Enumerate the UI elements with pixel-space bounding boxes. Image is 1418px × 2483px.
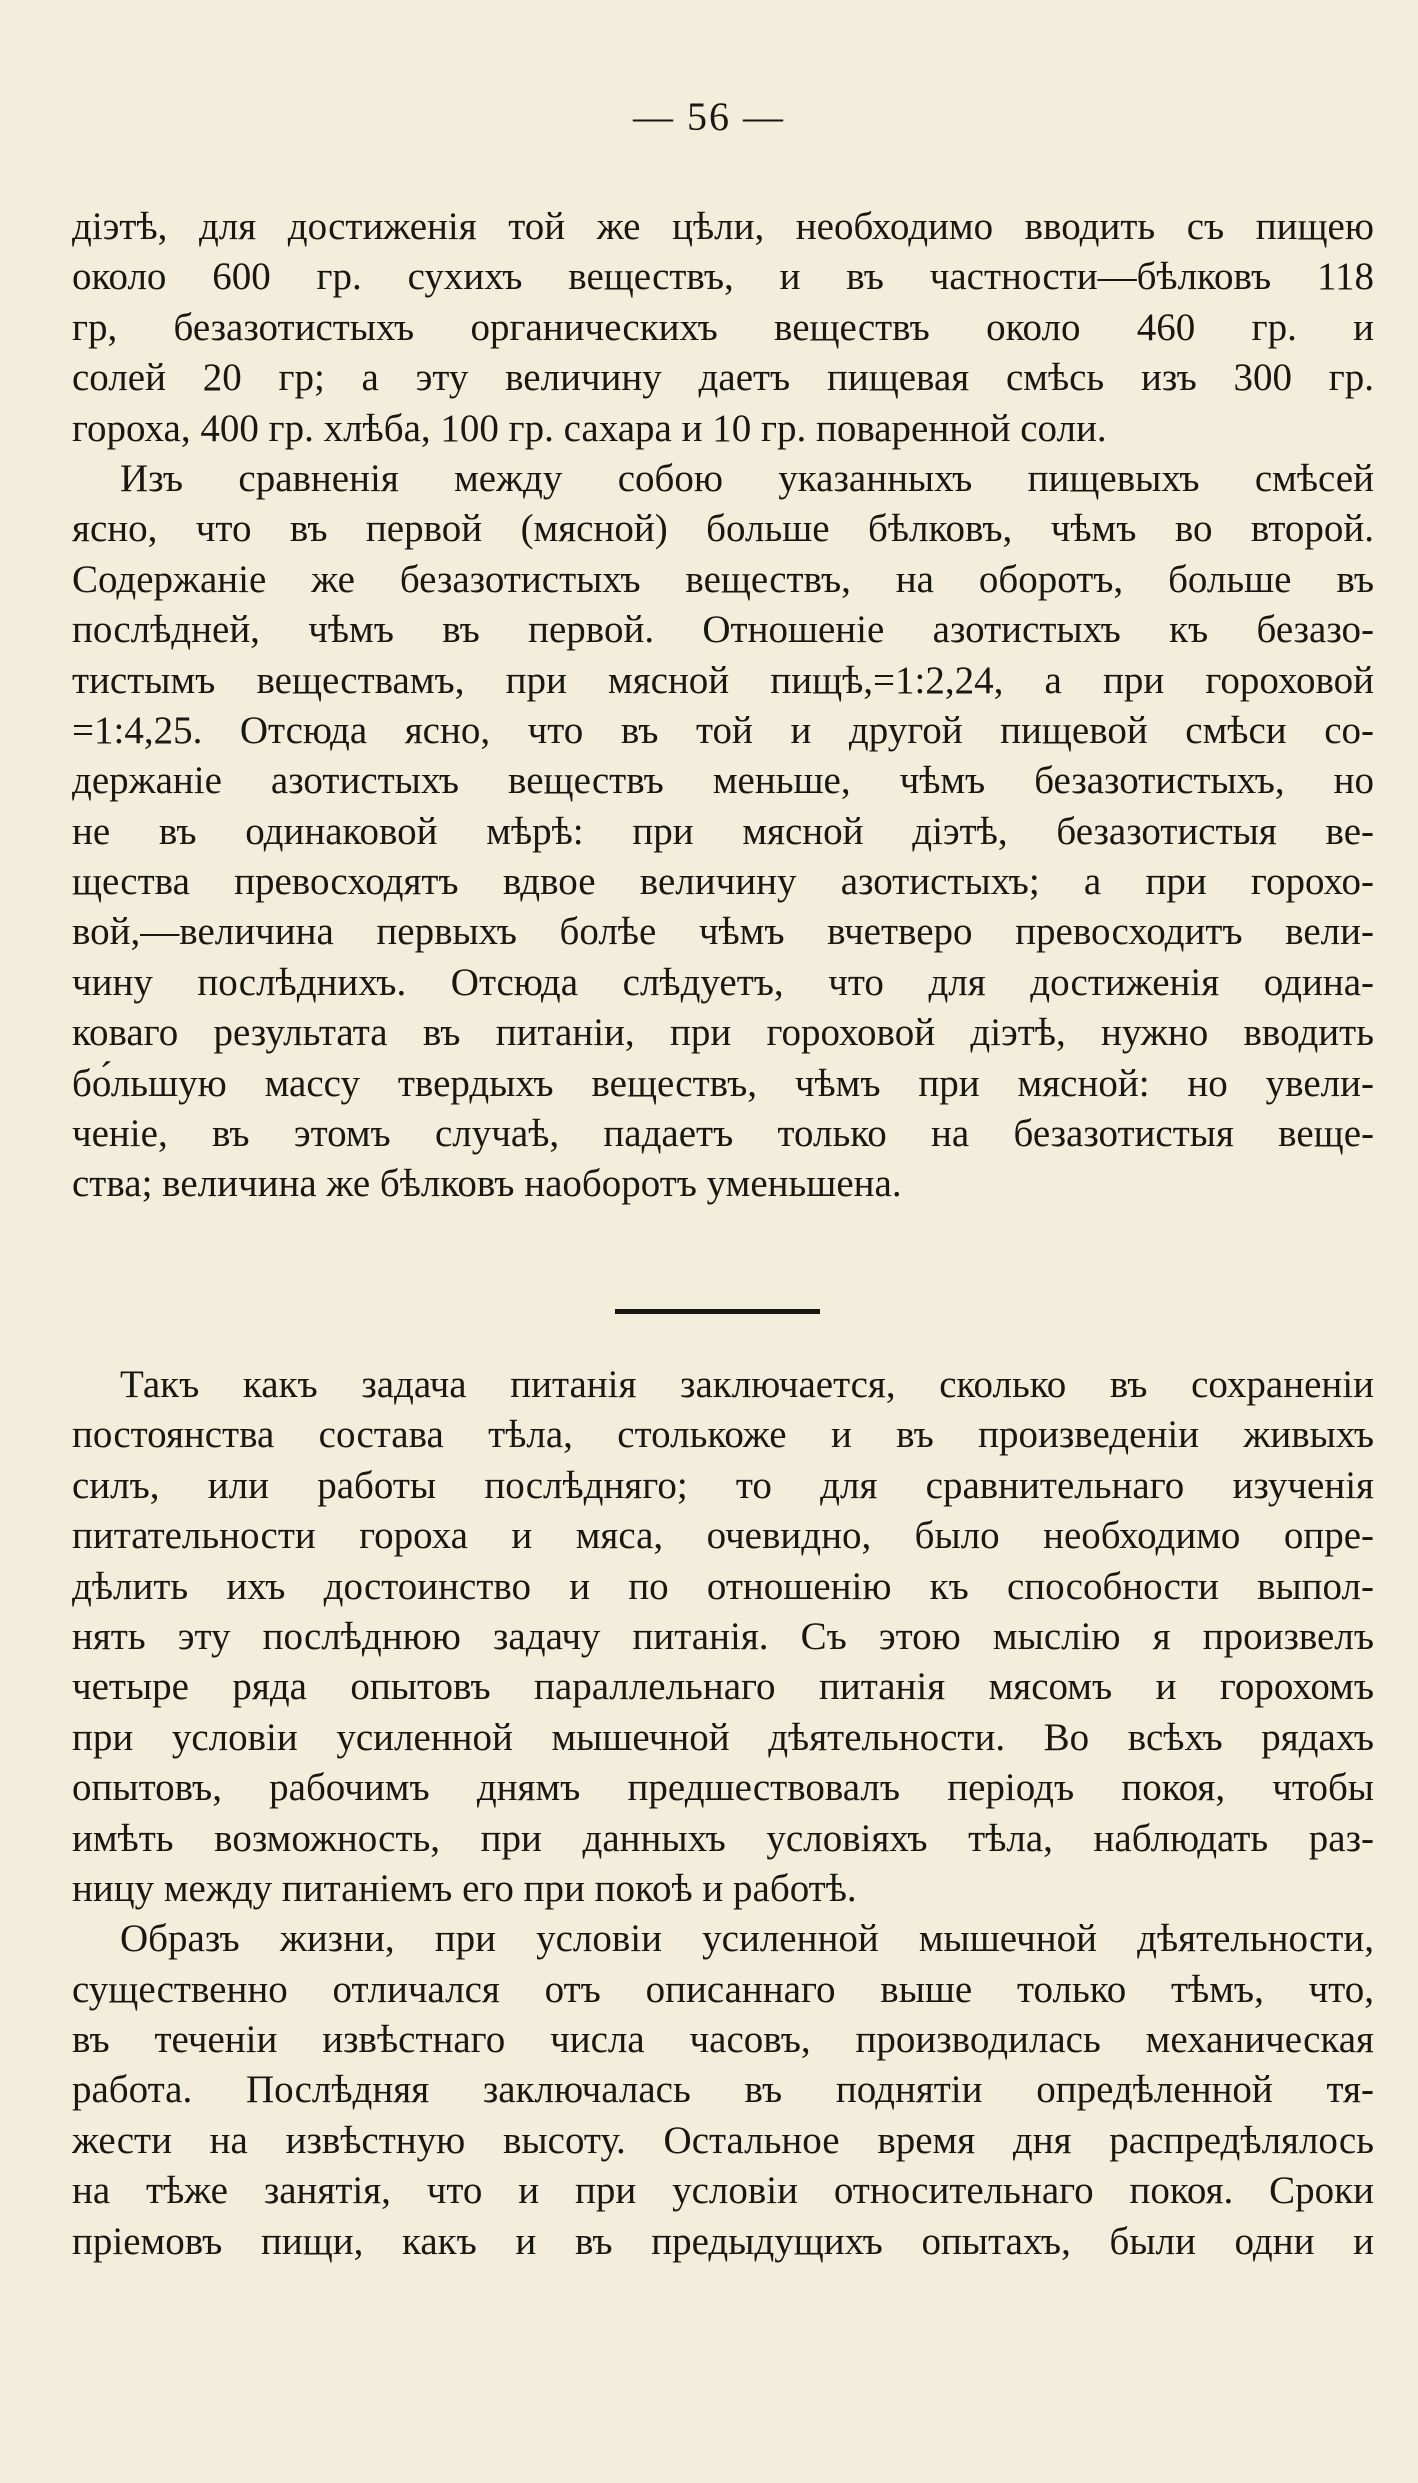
text-line: ясно, что въ первой (мясной) больше бѣлковъ, чѣмъ во второй. [72, 507, 1374, 551]
text-line: тистымъ веществамъ, при мясной пищѣ,=1:2,24, а при гороховой [72, 658, 1374, 702]
text-line: =1:4,25. Отсюда ясно, что въ той и другой пищевой смѣси со- [72, 708, 1374, 752]
text-line: гр, безазотистыхъ органическихъ веществъ около 460 гр. и [72, 305, 1374, 349]
text-line: жести на извѣстную высоту. Остальное время дня распредѣлялось [72, 2118, 1374, 2162]
text-line: питательности гороха и мяса, очевидно, было необходимо опре- [72, 1514, 1374, 1558]
text-line: щества превосходятъ вдвое величину азотистыхъ; а при горохо- [72, 860, 1374, 904]
paragraph-continued [72, 202, 1374, 454]
text-line: ства; величина же бѣлковъ наоборотъ уменьшена. [72, 1162, 902, 1206]
text-line: ченіе, въ этомъ случаѣ, падаетъ только на безазотистыя веще- [72, 1112, 1374, 1156]
text-line: діэтѣ, для достиженія той же цѣли, необходимо вводить съ пищею [72, 205, 1374, 248]
text-line: постоянства состава тѣла, столькоже и въ произведеніи живыхъ [72, 1413, 1374, 1457]
text-line: въ теченіи извѣстнаго числа часовъ, производилась механическая [72, 2018, 1374, 2062]
text-line: нять эту послѣднюю задачу питанія. Съ этою мыслію я произвелъ [72, 1614, 1374, 1658]
text-line: при условіи усиленной мышечной дѣятельности. Во всѣхъ рядахъ [72, 1715, 1374, 1759]
text-line: работа. Послѣдняя заключалась въ поднятіи опредѣленной тя- [72, 2068, 1374, 2112]
text-line: имѣть возможность, при данныхъ условіяхъ тѣла, наблюдать раз- [72, 1816, 1374, 1860]
paragraph-work-experiments [72, 1360, 1374, 1914]
text-line: опытовъ, рабочимъ днямъ предшествовалъ періодъ покоя, чтобы [72, 1766, 1374, 1810]
text-line: коваго результата въ питаніи, при гороховой діэтѣ, нужно вводить [72, 1011, 1374, 1055]
text-line: Изъ сравненія между собою указанныхъ пищевыхъ смѣсей [120, 456, 1374, 500]
text-line: около 600 гр. сухихъ веществъ, и въ частности—бѣлковъ 118 [72, 255, 1374, 299]
text-line: послѣдней, чѣмъ въ первой. Отношеніе азотистыхъ къ безазо- [72, 608, 1374, 652]
text-line: пріемовъ пищи, какъ и въ предыдущихъ опытахъ, были одни и [72, 2219, 1374, 2263]
text-line: гороха, 400 гр. хлѣба, 100 гр. сахара и 10 гр. поваренной соли. [72, 406, 1107, 450]
text-line: держаніе азотистыхъ веществъ меньше, чѣмъ безазотистыхъ, но [72, 759, 1374, 803]
text-line: бо́льшую массу твердыхъ веществъ, чѣмъ при мясной: но увели- [72, 1061, 1374, 1105]
page-number: — 56 — [633, 94, 785, 139]
text-line: дѣлить ихъ достоинство и по отношенію къ способности выпол- [72, 1564, 1374, 1608]
text-line: существенно отличался отъ описаннаго выше только тѣмъ, что, [72, 1967, 1374, 2011]
text-line: Такъ какъ задача питанія заключается, сколько въ сохраненіи [120, 1363, 1374, 1406]
text-line: на тѣже занятія, что и при условіи относительнаго покоя. Сроки [72, 2169, 1374, 2213]
text-line: силъ, или работы послѣдняго; то для сравнительнаго изученія [72, 1463, 1374, 1507]
text-line: солей 20 гр; а эту величину даетъ пищевая смѣсь изъ 300 гр. [72, 356, 1374, 400]
text-line: четыре ряда опытовъ параллельнаго питанія мясомъ и горохомъ [72, 1665, 1374, 1709]
text-block-lower [72, 1360, 1374, 2267]
paragraph-daily-routine [72, 1914, 1374, 2267]
text-line: чину послѣднихъ. Отсюда слѣдуетъ, что для достиженія одина- [72, 960, 1374, 1004]
paragraph-comparison [72, 454, 1374, 1210]
text-block-upper [72, 202, 1374, 1210]
text-line: Содержаніе же безазотистыхъ веществъ, на оборотъ, больше въ [72, 557, 1374, 601]
section-divider-rule [615, 1309, 820, 1314]
text-line: вой,—величина первыхъ болѣе чѣмъ вчетверо превосходитъ вели- [72, 910, 1374, 954]
text-line: Образъ жизни, при условіи усиленной мышечной дѣятельности, [120, 1917, 1374, 1961]
text-line: не въ одинаковой мѣрѣ: при мясной діэтѣ, безазотистыя ве- [72, 809, 1374, 853]
text-line: ницу между питаніемъ его при покоѣ и работѣ. [72, 1866, 857, 1910]
